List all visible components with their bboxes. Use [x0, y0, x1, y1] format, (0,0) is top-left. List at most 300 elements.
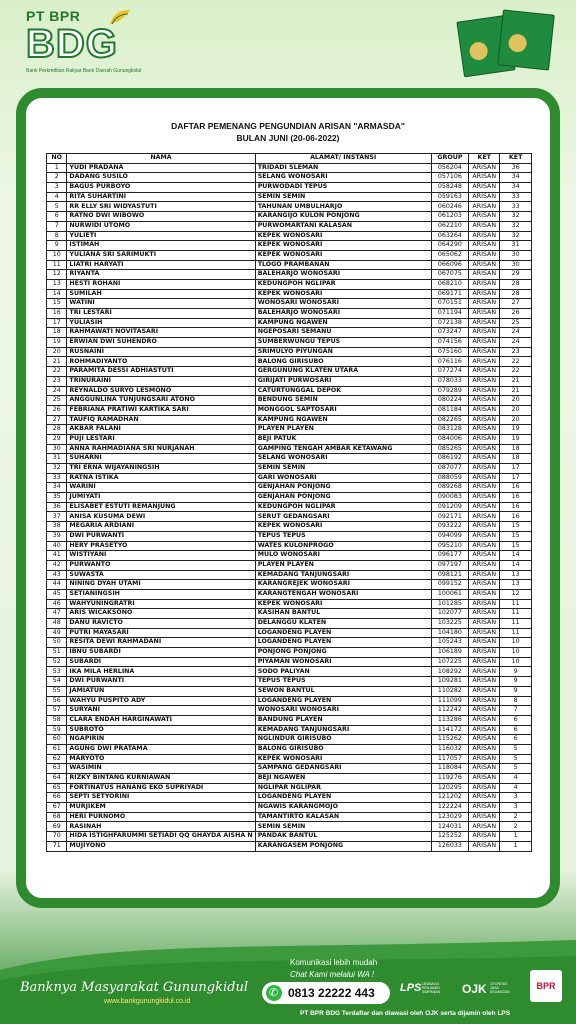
winner-name: JUMIYATI	[67, 493, 255, 503]
winner-address: TEPUS TEPUS	[255, 531, 431, 541]
ket-value: 9	[500, 667, 532, 677]
row-number: 59	[47, 725, 67, 735]
winner-address: BALONG GIRISUBO	[255, 357, 431, 367]
table-row	[47, 531, 532, 541]
winner-name: SURYANI	[67, 706, 255, 716]
ket-value: 26	[500, 309, 532, 319]
row-number: 57	[47, 706, 67, 716]
group-number: 106189	[431, 648, 469, 658]
table-row	[47, 754, 532, 764]
table-row	[47, 541, 532, 551]
ket-value: 34	[500, 173, 532, 183]
row-number: 68	[47, 812, 67, 822]
winner-name: RIZKY BINTANG KURNIAWAN	[67, 774, 255, 784]
winners-card	[16, 88, 560, 908]
winner-address: LOGANDENG PLAYEN	[255, 628, 431, 638]
group-number: 062210	[431, 221, 469, 231]
winner-name: WAHYUNINGRATRI	[67, 599, 255, 609]
group-number: 086192	[431, 454, 469, 464]
ket-type: ARISAN	[469, 793, 500, 803]
group-number: 115262	[431, 735, 469, 745]
footer-tagline: Banknya Masyarakat Gunungkidul	[20, 980, 249, 995]
ket-type: ARISAN	[469, 599, 500, 609]
table-row	[47, 347, 532, 357]
winner-address: PURWOMARTANI KALASAN	[255, 221, 431, 231]
table-row	[47, 774, 532, 784]
winner-address: KEPEK WONOSARI	[255, 522, 431, 532]
ket-type: ARISAN	[469, 405, 500, 415]
table-row	[47, 686, 532, 696]
group-number: 088059	[431, 473, 469, 483]
winner-name: ELISABET ESTUTI REMANJUNG	[67, 502, 255, 512]
ket-type: ARISAN	[469, 783, 500, 793]
ket-type: ARISAN	[469, 677, 500, 687]
table-row	[47, 454, 532, 464]
winner-name: RASINAH	[67, 822, 255, 832]
group-number: 087077	[431, 464, 469, 474]
winner-address: GERGUNUNG KLATEN UTARA	[255, 367, 431, 377]
table-row	[47, 464, 532, 474]
ket-type: ARISAN	[469, 812, 500, 822]
row-number: 66	[47, 793, 67, 803]
winner-name: FORTINATUS HANANG EKO SUPRIYADI	[67, 783, 255, 793]
table-row	[47, 715, 532, 725]
ket-type: ARISAN	[469, 415, 500, 425]
group-number: 124031	[431, 822, 469, 832]
ket-type: ARISAN	[469, 512, 500, 522]
row-number: 21	[47, 357, 67, 367]
table-body	[47, 163, 532, 851]
winner-name: JAMIATUN	[67, 686, 255, 696]
group-number: 066096	[431, 260, 469, 270]
ket-type: ARISAN	[469, 473, 500, 483]
table-row	[47, 289, 532, 299]
group-number: 075160	[431, 347, 469, 357]
table-row	[47, 473, 532, 483]
table-row	[47, 793, 532, 803]
row-number: 27	[47, 415, 67, 425]
row-number: 16	[47, 309, 67, 319]
ket-value: 2	[500, 812, 532, 822]
ket-type: ARISAN	[469, 221, 500, 231]
ket-value: 21	[500, 386, 532, 396]
row-number: 12	[47, 270, 67, 280]
winner-name: DADANG SUSILO	[67, 173, 255, 183]
header	[0, 0, 576, 90]
winner-name: MEGARIA ARDIANI	[67, 522, 255, 532]
row-number: 36	[47, 502, 67, 512]
table-row	[47, 522, 532, 532]
group-number: 068210	[431, 279, 469, 289]
column-header: NO	[47, 154, 67, 164]
ket-value: 32	[500, 221, 532, 231]
winner-name: AKBAR FALANI	[67, 425, 255, 435]
row-number: 39	[47, 531, 67, 541]
row-number: 4	[47, 192, 67, 202]
group-number: 080224	[431, 396, 469, 406]
winner-address: PIYAMAN WONOSARI	[255, 657, 431, 667]
group-number: 093222	[431, 522, 469, 532]
winner-address: GENJAHAN PONJONG	[255, 483, 431, 493]
ket-type: ARISAN	[469, 628, 500, 638]
table-row	[47, 725, 532, 735]
table-row	[47, 812, 532, 822]
table-row	[47, 483, 532, 493]
ket-type: ARISAN	[469, 764, 500, 774]
winner-name: FEBRIANA PRATIWI KARTIKA SARI	[67, 405, 255, 415]
ket-value: 17	[500, 464, 532, 474]
ket-value: 1	[500, 841, 532, 851]
table-row	[47, 512, 532, 522]
row-number: 65	[47, 783, 67, 793]
winner-address: SODO PALIYAN	[255, 667, 431, 677]
winner-address: DELANGGU KLATEN	[255, 619, 431, 629]
group-number: 116032	[431, 744, 469, 754]
ket-value: 28	[500, 279, 532, 289]
table-row	[47, 580, 532, 590]
row-number: 3	[47, 183, 67, 193]
ket-value: 1	[500, 832, 532, 842]
winner-name: ARIS WICAKSONO	[67, 609, 255, 619]
ket-value: 13	[500, 570, 532, 580]
row-number: 67	[47, 803, 67, 813]
group-number: 094099	[431, 531, 469, 541]
group-number: 113286	[431, 715, 469, 725]
table-row	[47, 318, 532, 328]
winner-name: DANU RAVICTO	[67, 619, 255, 629]
row-number: 10	[47, 250, 67, 260]
ket-type: ARISAN	[469, 444, 500, 454]
group-number: 081184	[431, 405, 469, 415]
group-number: 098121	[431, 570, 469, 580]
ket-type: ARISAN	[469, 279, 500, 289]
ket-type: ARISAN	[469, 231, 500, 241]
row-number: 22	[47, 367, 67, 377]
row-number: 46	[47, 599, 67, 609]
table-row	[47, 619, 532, 629]
group-number: 112242	[431, 706, 469, 716]
group-number: 065062	[431, 250, 469, 260]
row-number: 71	[47, 841, 67, 851]
winner-address: SERUT GEDANGSARI	[255, 512, 431, 522]
savings-book	[497, 9, 555, 70]
ket-value: 18	[500, 454, 532, 464]
ket-type: ARISAN	[469, 638, 500, 648]
table-row	[47, 415, 532, 425]
row-number: 7	[47, 221, 67, 231]
ket-type: ARISAN	[469, 735, 500, 745]
winner-address: KARANGIJO KULON PONJONG	[255, 212, 431, 222]
row-number: 64	[47, 774, 67, 784]
ket-type: ARISAN	[469, 560, 500, 570]
row-number: 8	[47, 231, 67, 241]
winner-name: ANNA RAHMADIANA SRI NURJANAH	[67, 444, 255, 454]
winner-address: KARANGREJEK WONOSARI	[255, 580, 431, 590]
group-number: 082265	[431, 415, 469, 425]
row-number: 47	[47, 609, 67, 619]
ket-value: 11	[500, 599, 532, 609]
row-number: 53	[47, 667, 67, 677]
table-row	[47, 657, 532, 667]
winner-name: NGAPIRIN	[67, 735, 255, 745]
table-row	[47, 677, 532, 687]
group-number: 059163	[431, 192, 469, 202]
winner-name: HERI PURNOMO	[67, 812, 255, 822]
whatsapp-contact-button[interactable]	[262, 982, 390, 1004]
winner-address: KEMADANG TANJUNGSARI	[255, 570, 431, 580]
group-number: 118084	[431, 764, 469, 774]
ket-value: 8	[500, 696, 532, 706]
row-number: 11	[47, 260, 67, 270]
column-header: NAMA	[67, 154, 255, 164]
ket-value: 28	[500, 289, 532, 299]
row-number: 52	[47, 657, 67, 667]
ket-value: 32	[500, 212, 532, 222]
group-number: 061203	[431, 212, 469, 222]
winner-address: KARANGTENGAH WONOSARI	[255, 589, 431, 599]
ket-value: 14	[500, 551, 532, 561]
row-number: 26	[47, 405, 67, 415]
ket-type: ARISAN	[469, 454, 500, 464]
ket-value: 20	[500, 415, 532, 425]
table-row	[47, 367, 532, 377]
winner-name: SUHARNI	[67, 454, 255, 464]
row-number: 2	[47, 173, 67, 183]
table-row	[47, 309, 532, 319]
group-number: 121202	[431, 793, 469, 803]
winner-name: RAHMAWATI NOVITASARI	[67, 328, 255, 338]
group-number: 097197	[431, 560, 469, 570]
lps-logo-text: LEMBAGA PENJAMIN SIMPANAN	[422, 982, 441, 994]
winner-address: KAMPUNG NGAWEN	[255, 318, 431, 328]
table-row	[47, 396, 532, 406]
ket-value: 9	[500, 686, 532, 696]
group-number: 092171	[431, 512, 469, 522]
ket-type: ARISAN	[469, 173, 500, 183]
winner-address: KEPEK WONOSARI	[255, 754, 431, 764]
whatsapp-icon	[266, 985, 282, 1001]
winner-name: ROHMADIYANTO	[67, 357, 255, 367]
row-number: 42	[47, 560, 67, 570]
group-number: 122224	[431, 803, 469, 813]
ket-value: 2	[500, 822, 532, 832]
winner-name: LIATRI HARYATI	[67, 260, 255, 270]
winner-address: KASIHAN BANTUL	[255, 609, 431, 619]
winner-address: KEPEK WONOSARI	[255, 599, 431, 609]
table-row	[47, 357, 532, 367]
winner-name: RUSNAINI	[67, 347, 255, 357]
ket-value: 11	[500, 609, 532, 619]
ket-type: ARISAN	[469, 318, 500, 328]
footer-website-link[interactable]: www.bankgunungkidul.co.id	[104, 998, 191, 1005]
ket-value: 23	[500, 347, 532, 357]
winner-address: KEMADANG TANJUNGSARI	[255, 725, 431, 735]
winner-name: MARYOTO	[67, 754, 255, 764]
ket-value: 27	[500, 299, 532, 309]
ket-value: 14	[500, 560, 532, 570]
group-number: 102077	[431, 609, 469, 619]
table-row	[47, 212, 532, 222]
table-row	[47, 434, 532, 444]
ket-value: 25	[500, 318, 532, 328]
logo-main-text: BDG	[26, 22, 118, 66]
row-number: 5	[47, 202, 67, 212]
table-row	[47, 202, 532, 212]
row-number: 19	[47, 338, 67, 348]
table-row	[47, 560, 532, 570]
group-number: 063264	[431, 231, 469, 241]
table-row	[47, 386, 532, 396]
group-number: 071194	[431, 309, 469, 319]
ket-value: 5	[500, 744, 532, 754]
winner-name: HESTI ROHANI	[67, 279, 255, 289]
row-number: 9	[47, 241, 67, 251]
winner-address: BALEHARJO WONOSARI	[255, 309, 431, 319]
ket-type: ARISAN	[469, 260, 500, 270]
winner-name: SEPTI SETYORINI	[67, 793, 255, 803]
bpr-bdg-logo	[22, 6, 142, 76]
table-row	[47, 231, 532, 241]
group-number: 119276	[431, 774, 469, 784]
table-row	[47, 667, 532, 677]
bpr-logo	[530, 970, 562, 1002]
winner-name: PUTRI MAYASARI	[67, 628, 255, 638]
winner-address: KEPEK WONOSARI	[255, 241, 431, 251]
row-number: 54	[47, 677, 67, 687]
ket-value: 17	[500, 473, 532, 483]
ket-type: ARISAN	[469, 522, 500, 532]
ket-value: 11	[500, 628, 532, 638]
row-number: 28	[47, 425, 67, 435]
row-number: 29	[47, 434, 67, 444]
winner-name: YULIASIH	[67, 318, 255, 328]
ket-type: ARISAN	[469, 183, 500, 193]
ojk-logo-text: OTORITAS JASA KEUANGAN	[490, 982, 510, 994]
ket-type: ARISAN	[469, 376, 500, 386]
winner-address: PURWODADI TEPUS	[255, 183, 431, 193]
ket-value: 16	[500, 483, 532, 493]
ket-value: 3	[500, 793, 532, 803]
group-number: 070151	[431, 299, 469, 309]
group-number: 064290	[431, 241, 469, 251]
ket-type: ARISAN	[469, 192, 500, 202]
winner-name: PUJI LESTARI	[67, 434, 255, 444]
group-number: 076116	[431, 357, 469, 367]
winner-address: SRIMULYO PIYUNGAN	[255, 347, 431, 357]
group-number: 058248	[431, 183, 469, 193]
table-row	[47, 599, 532, 609]
column-header: KET	[469, 154, 500, 164]
winner-name: SUMILAH	[67, 289, 255, 299]
winner-name: NURWIDI UTOMO	[67, 221, 255, 231]
table-row	[47, 570, 532, 580]
table-row	[47, 425, 532, 435]
winner-address: PONJONG PONJONG	[255, 648, 431, 658]
table-row	[47, 192, 532, 202]
table-row	[47, 260, 532, 270]
winner-address: PLAYEN PLAYEN	[255, 560, 431, 570]
row-number: 15	[47, 299, 67, 309]
group-number: 107225	[431, 657, 469, 667]
document-title: DAFTAR PEMENANG PENGUNDIAN ARISAN "ARMASDA"	[171, 121, 405, 131]
row-number: 35	[47, 493, 67, 503]
winner-address: KEDUNGPOH NGLIPAR	[255, 279, 431, 289]
winner-address: WONOSARI WONOSARI	[255, 299, 431, 309]
lps-mark: LPS	[400, 982, 422, 994]
ket-type: ARISAN	[469, 667, 500, 677]
row-number: 23	[47, 376, 67, 386]
row-number: 43	[47, 570, 67, 580]
ket-value: 19	[500, 434, 532, 444]
ket-type: ARISAN	[469, 657, 500, 667]
contact-cta-line2: Chat Kami melalui WA !	[290, 970, 375, 979]
winner-name: MURJIKEM	[67, 803, 255, 813]
ket-value: 16	[500, 493, 532, 503]
winner-address: MULO WONOSARI	[255, 551, 431, 561]
row-number: 13	[47, 279, 67, 289]
winner-address: GIRIJATI PURWOSARI	[255, 376, 431, 386]
winner-name: TRINURAINI	[67, 376, 255, 386]
ket-value: 20	[500, 405, 532, 415]
ket-type: ARISAN	[469, 250, 500, 260]
winner-name: CLARA ENDAH HARGINAWATI	[67, 715, 255, 725]
winner-address: NGLIPAR NGLIPAR	[255, 783, 431, 793]
group-number: 100061	[431, 589, 469, 599]
ket-type: ARISAN	[469, 425, 500, 435]
ket-type: ARISAN	[469, 774, 500, 784]
winner-name: HIDA ISTIGHFARUMMI SETIADI QQ GHAYDA AISHA N	[67, 832, 255, 842]
ket-type: ARISAN	[469, 832, 500, 842]
group-number: 091209	[431, 502, 469, 512]
table-row	[47, 822, 532, 832]
ket-type: ARISAN	[469, 299, 500, 309]
winner-name: TRI ERNA WIJAYANINGSIH	[67, 464, 255, 474]
row-number: 63	[47, 764, 67, 774]
table-row	[47, 376, 532, 386]
whatsapp-number: 0813 22222 443	[288, 986, 375, 1000]
table-row	[47, 841, 532, 851]
ket-value: 4	[500, 774, 532, 784]
row-number: 1	[47, 163, 67, 173]
row-number: 33	[47, 473, 67, 483]
table-row	[47, 803, 532, 813]
ket-value: 10	[500, 638, 532, 648]
ket-value: 31	[500, 241, 532, 251]
table-row	[47, 648, 532, 658]
winner-name: YULIETI	[67, 231, 255, 241]
winner-address: KEDUNGPOH NGLIPAR	[255, 502, 431, 512]
group-number: 089268	[431, 483, 469, 493]
winner-address: BALEHARJO WONOSARI	[255, 270, 431, 280]
ket-type: ARISAN	[469, 531, 500, 541]
winner-address: PANDAK BANTUL	[255, 832, 431, 842]
coin-icon	[468, 41, 488, 61]
row-number: 56	[47, 696, 67, 706]
ket-type: ARISAN	[469, 725, 500, 735]
ket-type: ARISAN	[469, 754, 500, 764]
group-number: 074156	[431, 338, 469, 348]
group-number: 079289	[431, 386, 469, 396]
ket-type: ARISAN	[469, 493, 500, 503]
ket-value: 36	[500, 163, 532, 173]
ket-type: ARISAN	[469, 328, 500, 338]
winner-name: TAUFIQ RAMADHAN	[67, 415, 255, 425]
row-number: 6	[47, 212, 67, 222]
winner-address: GARI WONOSARI	[255, 473, 431, 483]
ket-type: ARISAN	[469, 841, 500, 851]
winner-address: BENDUNG SEMIN	[255, 396, 431, 406]
group-number: 067075	[431, 270, 469, 280]
